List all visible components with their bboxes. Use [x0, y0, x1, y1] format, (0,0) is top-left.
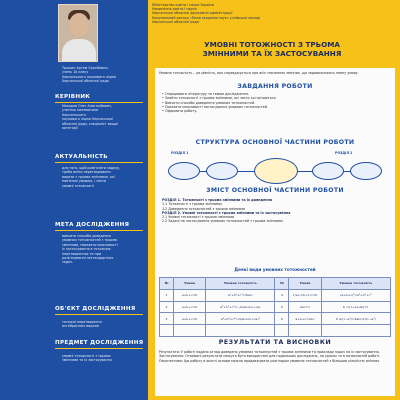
relevance-text: для того, щоб розв'язати задачу, треба вміти перетворювати вирази з трьома змінними, які пов'язані умовою, і знати умовні тотожності — [62, 166, 121, 188]
table-row — [160, 325, 391, 337]
goal-heading: МЕТА ДОСЛІДЖЕННЯ — [55, 222, 130, 228]
list-item: • Вивчити способи доведення умовних тотожностей. — [162, 100, 256, 105]
results-text — [159, 350, 391, 363]
relevance-heading: АКТУАЛЬНІСТЬ — [55, 154, 108, 160]
table-row: 3 a+b+c=0 a⁴+b⁴+c⁴=2(ab+bc+ca)² 6 a+b+c=abc Σ a/(1−a²)=4abc/Π(1−a²) — [160, 313, 391, 325]
results-heading: РЕЗУЛЬТАТИ ТА ВИСНОВКИ — [218, 339, 332, 346]
sidebar — [0, 0, 148, 400]
list-item: • Показати можливості застосування умовних тотожностей. — [162, 104, 269, 109]
tasks-heading: ЗАВДАННЯ РОБОТИ — [237, 83, 313, 90]
divider — [55, 102, 143, 103]
content-card — [155, 68, 395, 396]
diagram-node — [312, 162, 344, 180]
divider — [55, 230, 143, 231]
diagram-node — [206, 162, 238, 180]
object-heading: ОБ'ЄКТ ДОСЛІДЖЕННЯ — [55, 306, 136, 312]
divider — [55, 348, 143, 349]
content-heading: ЗМІСТ ОСНОВНОЇ ЧАСТИНИ РОБОТИ — [206, 187, 344, 194]
list-item: • Оформити роботу. — [162, 109, 198, 114]
poster-title: УМОВНІ ТОТОЖНОСТІ З ТРЬОМА ЗМІННИМИ ТА ЇХ ЗАСТОСУВАННЯ — [202, 40, 342, 58]
institution-header: Міністерство освіти і науки України Управління освіти і науки Херсонської обласної державної адміністрації Комунальний заклад «Мала академія наук» учнівської молоді Херсонської обласної ради — [148, 0, 400, 36]
result-paragraph: Застосування: Отримані результати можуть бути використані для подальших досліджень, на уроках та в позакласній роботі. — [159, 354, 381, 359]
author-info: Трошин Артем Сергійович, учень 10 класу Херсонського наукового ліцею Херсонської обласної ради — [62, 66, 142, 84]
supervisor-heading: КЕРІВНИК — [55, 94, 91, 100]
list-item: • Знайти тотожності з трьома змінними, які часто зустрічаються. — [162, 96, 277, 101]
supervisor-info: Макаров Олег Анатолійович, учитель математики Херсонського наукового ліцею Херсонської обласної ради, спеціаліст вищої категорії — [62, 104, 118, 131]
table-heading: Деякі види умовних тотожностей — [234, 267, 316, 272]
diagram-node — [168, 162, 200, 180]
author-photo — [58, 4, 98, 62]
list-item: РОЗДІЛ 1. Тотожності з трьома змінними та їх доведення — [162, 198, 272, 202]
structure-heading: СТРУКТУРА ОСНОВНОЇ ЧАСТИНИ РОБОТИ — [195, 139, 355, 146]
diagram-node — [350, 162, 382, 180]
subject-heading: ПРЕДМЕТ ДОСЛІДЖЕННЯ — [55, 340, 144, 346]
subject-text: умовні тотожності з трьома змінними та їх застосування — [62, 354, 112, 363]
divider — [55, 314, 143, 315]
list-item: • Опрацювати літературу за темою дослідження. — [162, 92, 249, 96]
diagram-center-node — [254, 158, 298, 184]
table-row: 2 a+b+c=0 a²+b²+c²=−2(ab+bc+ca) 5 abc=1 Σ 1/(1+a+ab)=1 — [160, 301, 391, 313]
list-item: 1.1 Тотожності з трьома змінними — [162, 202, 222, 207]
table-header-row: № Умова Умовна тотожність № Умова Умовна тотожність — [160, 278, 391, 290]
list-item: 1.2 Доведення тотожностей з трьома змінними — [162, 206, 246, 211]
author-name: Трошин Артем Сергійович, — [62, 66, 109, 70]
identities-table — [159, 277, 391, 337]
intro-text: Умовна тотожність – це рівність, яка справджується при всіх значеннях змінних, що задовольняють певну умову. — [159, 71, 359, 75]
section-1-label: РОЗДІЛ 1 — [171, 151, 189, 155]
divider — [55, 162, 143, 163]
tasks-list — [162, 92, 390, 113]
content-list — [162, 198, 390, 224]
goal-text: вивчити способи доведення умовних тотожностей з трьома змінними, показати можливості їх застосування в тотожних перетвореннях та при розв'язуванні нестандартних задач. — [62, 234, 118, 265]
object-text: тотожні перетворення алгебраїчних виразів — [62, 320, 102, 329]
list-item: РОЗДІЛ 2. Умовні тотожності з трьома змінними та їх застосування — [162, 210, 291, 215]
list-item: 2.2 Задачі на застосування умовних тотожностей з трьома змінними — [162, 219, 283, 224]
result-paragraph: Результати: У роботі подано огляд доведень умовних тотожностей з трьома змінними та приклади задач на їх застосування. — [159, 350, 380, 354]
list-item: 2.1 Умовні тотожності з трьома змінними — [162, 215, 235, 220]
result-paragraph: Перспективи: Цю роботу в якості основи можна продовжувати розглядом умовних тотожностей з більшою кількістю змінних. — [159, 358, 381, 363]
table-row: 1 a+b+c=0 a³+b³+c³=3abc 4 1/a+1/b+1/c=0 (a+b+c)²=a²+b²+c² — [160, 289, 391, 301]
section-2-label: РОЗДІЛ 2 — [335, 151, 353, 155]
